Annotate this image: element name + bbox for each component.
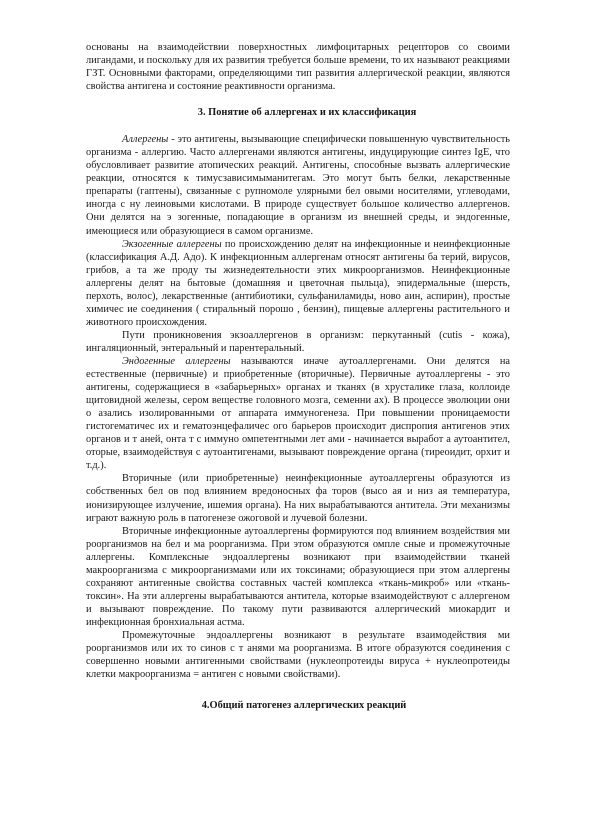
endogenous-allergens-paragraph (86, 355, 510, 472)
allergens-term: Аллергены (122, 134, 169, 146)
intro-paragraph: основаны на взаимодействии поверхностных лимфоцитарных рецепторов со своими лигандами, и поскольку для их развития требуется больше времени, то их называют реакциями ГЗТ. Основными факторами, определяющими тип развития аллергической реакции, являются свойства антигена и состояние реактивности организма. (86, 42, 510, 93)
endogenous-allergens-text: называются иначе аутоаллергенами. Они делятся на естественные (первичные) и приобретенные (вторичные). Первичные аутоаллергены - это антигены, содержащиеся в «забарьерных» органах и тканях (в хрусталике глаза, коллоиде щитовидной железы, сером веществе головного мозга, семенни ах). В процессе эволюции они о азались изолированными от аппарата иммуногенеза. При повышении проницаемости гистогематичес их и гематоэнцефаличес ого барьеров происходит диспропия антигенов этих органов и т аней, онта т с иммуно омпетентными лет ами - начинается выработ а аутоантител, оторые, взаимодействуя с аутоантигенами, вызывают повреждение органа (тиреоидит, орхит и т.д.). (86, 355, 511, 472)
allergens-definition-paragraph (86, 133, 510, 237)
exogenous-allergens-paragraph (86, 238, 510, 329)
allergens-definition-text: - это антигены, вызывающие специфически повышенную чувствительность организма - аллергию. Часто аллергенами являются антигены, индуцирующие синтез IgE, что обусловливает развитие атопических реакций. Антигены, способные вызвать аллергические реакции, относятся к тимусзависимыманитегам. Это могут быть белки, лекарственные препараты (гаптены), связанные с рупномоле улярными бел овыми носителями, углеводами, иногда с ну леиновыми кислотами. В природе существует большое количество аллергенов. Они делятся на э зогенные, попадающие в организм из внешней среды, и эндогенные, имеющиеся или образующиеся в самом организме. (86, 134, 510, 237)
secondary-infectious-paragraph: Вторичные инфекционные аутоаллергены формируются под влиянием воздействия ми роорганизмов на бел и ма роорганизма. При этом образуются омпле сные и промежуточные аллергены. Комплексные эндоаллергены возникают при взаимодействии тканей макроорганизма с микроорганизмами или их токсинами; образующиеся при этом аллергены сохраняют антигенные свойства составных частей комплекса «ткань-микроб» или «ткань-токсин». На эти аллергены вырабатываются антитела, которые взаимодействуют с аллергеном и вызывают повреждение. По такому пути развиваются аллергический миокардит и инфекционная бронхиальная астма. (86, 525, 510, 628)
intermediate-endoallergens-paragraph: Промежуточные эндоаллергены возникают в результате взаимодействия ми роорганизмов или их то синов с т анями ма роорганизма. В итоге образуются соединения с совершенно новыми антигенными свойствами (нуклеопротеиды вируса + нуклеопротеиды клетки макроорганизма = антиген с новыми свойствами). (86, 629, 510, 681)
exogenous-allergens-term: Экзогенные аллергены (122, 238, 222, 250)
endogenous-allergens-term: Эндогенные аллергены (122, 355, 231, 367)
entry-routes-paragraph: Пути проникновения экзоаллергенов в организм: перкутанный (cutis - кожа), ингаляционный, энтеральный и парентеральный. (86, 329, 510, 354)
secondary-noninfectious-paragraph: Вторичные (или приобретенные) неинфекционные аутоаллергены образуются из собственных бел ов под влиянием вредоносных фа торов (высо ая и низ ая температура, ионизирующее излучение, ишемия органа). На них вырабатываются антитела. Эти механизмы играют важную роль в патогенезе ожоговой и лучевой болезни. (86, 473, 510, 524)
section-4-heading: 4.Общий патогенез аллергических реакций (201, 700, 407, 712)
exogenous-allergens-text: по происхождению делят на инфекционные и неинфекционные (классификация А.Д. Адо). К инфекционным аллергенам относят антигены ба терий, вирусов, грибов, а та же проду ты жизнедеятельности этих микроорганизмов. Неинфекционные аллергены делят на бытовые (домашняя и цветочная пыльца), эпидермальные (шерсть, перхоть, волос), лекарственные (антибиотики, сульфаниламиды, ново аин, аспирин), простые химичес ие соединения ( стиральный порошо , бензин), пищевые аллергены растительного и животного происхождения. (86, 238, 510, 328)
section-3-heading: 3. Понятие об аллергенах и их классификация (197, 107, 417, 119)
